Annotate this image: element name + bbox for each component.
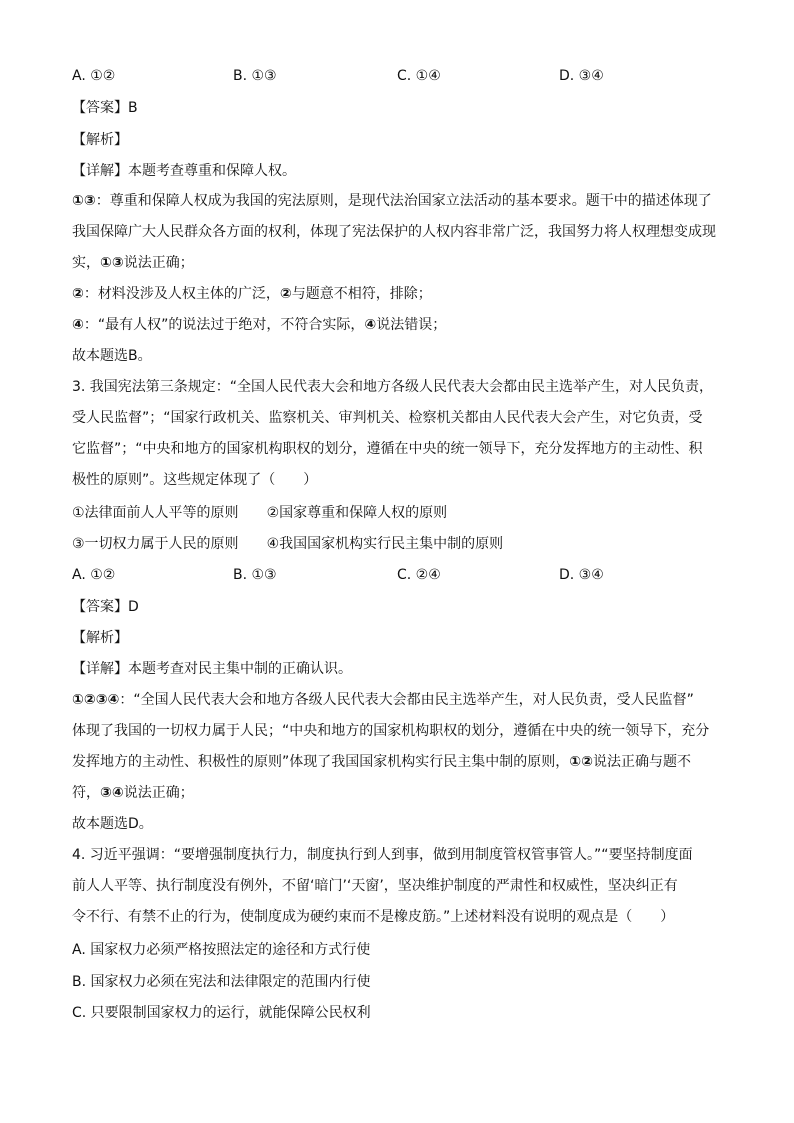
q2-answer — [72, 98, 138, 118]
q3-stem-line: 它监督”；“中央和地方的国家机构职权的划分，遵循在中央的统一领导下，充分发挥地方的主动性、积 — [72, 441, 703, 457]
q3-analysis-label: 【解析】 — [72, 630, 128, 646]
statement-ref: ①② — [569, 754, 593, 770]
statement-ref: ③④ — [100, 785, 124, 801]
q3-statement-1: ①法律面前人人平等的原则 — [72, 505, 239, 521]
q4-option-c: C. 只要限制国家权力的运行，就能保障公民权利 — [72, 1005, 371, 1021]
statement-ref: ④ — [72, 317, 84, 333]
q3-option-c: C. ②④ — [397, 567, 441, 583]
q3-statement-2: ②国家尊重和保障人权的原则 — [266, 505, 448, 521]
q3-statements-row — [72, 534, 503, 554]
q3-statement-4: ④我国国家机构实行民主集中制的原则 — [266, 536, 504, 552]
q4-stem-line: 令不行、有禁不止的行为，使制度成为硬约束而不是橡皮筋。”上述材料没有说明的观点是（ ） — [72, 909, 675, 925]
answer-value: D — [128, 599, 139, 615]
analysis-text: 体现了我国的一切权力属于人民；“中央和地方的国家机构职权的划分，遵循在中央的统一领导下，充分 — [72, 723, 710, 739]
q3-analysis-line — [72, 752, 691, 772]
q3-analysis-line — [72, 690, 694, 710]
statement-ref: ② — [72, 286, 84, 302]
q2-analysis-label: 【解析】 — [72, 132, 128, 148]
q3-stem-line: 受人民监督”；“国家行政机关、监察机关、审判机关、检察机关都由人民代表大会产生，对它负责，受 — [72, 410, 703, 426]
statement-ref: ④ — [364, 317, 377, 333]
analysis-text: 符， — [72, 785, 100, 801]
q3-answer — [72, 597, 139, 617]
analysis-text: 说法正确； — [123, 785, 194, 801]
q4-option-b: B. 国家权力必须在宪法和法律限定的范围内行使 — [72, 974, 371, 990]
statement-ref: ①②③④ — [72, 692, 120, 708]
q4-stem-line: 4. 习近平强调：“要增强制度执行力，制度执行到人到事，做到用制度管权管事管人。”“要坚持制度面 — [72, 847, 693, 863]
analysis-text: 说法正确； — [123, 255, 194, 271]
q3-option-a: A. ①② — [72, 567, 116, 583]
analysis-text: ：材料没涉及人权主体的广泛， — [83, 286, 280, 302]
q3-statement-3: ③一切权力属于人民的原则 — [72, 536, 239, 552]
q3-stem-line: 极性的原则”。这些规定体现了（ ） — [72, 472, 318, 488]
q3-analysis-line — [72, 721, 709, 741]
answer-label: 【答案】 — [72, 100, 128, 116]
q3-stem-line: 3. 我国宪法第三条规定：“全国人民代表大会和地方各级人民代表大会都由民主选举产生，对人民负责， — [72, 379, 714, 395]
q4-option-a: A. 国家权力必须严格按照法定的途径和方式行使 — [72, 942, 371, 958]
q2-option-b: B. ①③ — [233, 68, 277, 84]
q3-option-d: D. ③④ — [559, 567, 604, 583]
analysis-text: 说法错误； — [376, 317, 447, 333]
q2-option-d: D. ③④ — [559, 68, 604, 84]
analysis-text: ：“最有人权”的说法过于绝对，不符合实际， — [83, 317, 365, 333]
q3-statements-row — [72, 503, 447, 523]
analysis-text: ：尊重和保障人权成为我国的宪法原则，是现代法治国家立法活动的基本要求。题干中的描述体现了 — [95, 193, 712, 209]
q2-option-a: A. ①② — [72, 68, 116, 84]
analysis-text: 说法正确与题不 — [592, 754, 691, 770]
q4-stem-line: 前人人平等、执行制度没有例外，不留‘暗门’‘天窗’，坚决维护制度的严肃性和权威性，坚决纠正有 — [72, 878, 678, 894]
statement-ref: ①③ — [72, 193, 96, 209]
q2-conclusion: 故本题选B。 — [72, 348, 152, 364]
q2-analysis-line — [72, 191, 712, 211]
statement-ref: ② — [279, 286, 292, 302]
analysis-text: 与题意不相符，排除； — [291, 286, 432, 302]
q3-analysis-line — [72, 783, 194, 803]
analysis-text: 我国保障广大人民群众各方面的权利，体现了宪法保护的人权内容非常广泛，我国努力将人权理想变成现 — [72, 224, 716, 240]
q2-option-c: C. ①④ — [397, 68, 441, 84]
q3-detail: 【详解】本题考查对民主集中制的正确认识。 — [72, 661, 352, 677]
q2-analysis-line — [72, 253, 194, 273]
analysis-text: 发挥地方的主动性、积极性的原则”体现了我国国家机构实行民主集中制的原则， — [72, 754, 570, 770]
analysis-text: 实， — [72, 255, 100, 271]
q2-analysis-line — [72, 315, 446, 335]
answer-value: B — [128, 100, 138, 116]
q3-conclusion: 故本题选D。 — [72, 816, 153, 832]
q2-analysis-line — [72, 284, 432, 304]
q2-detail: 【详解】本题考查尊重和保障人权。 — [72, 163, 296, 179]
analysis-text: ：“全国人民代表大会和地方各级人民代表大会都由民主选举产生，对人民负责，受人民监督” — [119, 692, 694, 708]
answer-label: 【答案】 — [72, 599, 128, 615]
statement-ref: ①③ — [100, 255, 124, 271]
q2-analysis-line — [72, 222, 716, 242]
q3-option-b: B. ①③ — [233, 567, 277, 583]
